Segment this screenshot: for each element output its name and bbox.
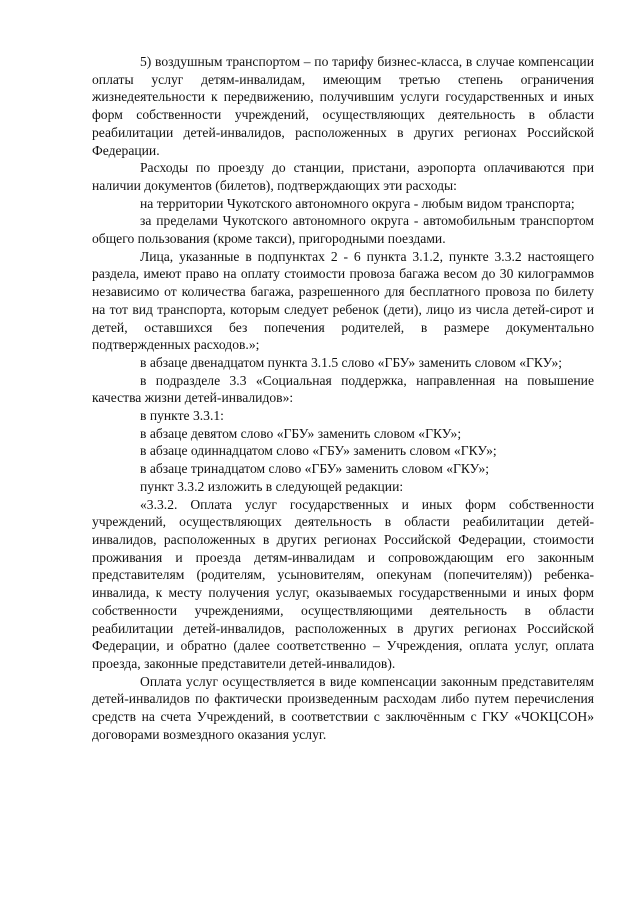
document-page [92,53,594,743]
paragraph-within-okrug: на территории Чукотского автономного округа - любым видом транспорта; [140,195,575,211]
paragraph-amend-ninth: в абзаце девятом слово «ГБУ» заменить словом «ГКУ»; [140,425,462,441]
paragraph-amend-thirteenth: в абзаце тринадцатом слово «ГБУ» заменить словом «ГКУ»; [140,461,490,477]
paragraph-item-3-3-2-text: «3.3.2. Оплата услуг государственных и иных форм собственности учреждений, осуществляющих деятельность в области реабилитации детей-инвалидов, расположенных в других регионах Российской Федерации, стоимости проживания и проезда детям-инвалидам и сопровождающим его законным представителям (родителям, усыновителям, опекунам (попечителям)) ребенка-инвалида, к месту получения услуг, оказываемых государственными и иных форм собственности учреждениями, осуществляющими деятельность в области реабилитации детей-инвалидов, расположенных в других регионах Российской Федерации, и обратно (далее соответственно – Учреждения, оплата услуг, оплата проезда, законные представители детей-инвалидов). [92,496,594,671]
paragraph-travel-expenses: Расходы по проезду до станции, пристани, аэропорта оплачиваются при наличии документов (билетов), подтверждающих эти расходы: [92,160,594,193]
paragraph-subsection-3-3: в подразделе 3.3 «Социальная поддержка, направленная на повышение качества жизни детей-инвалидов»: [92,372,594,406]
paragraph-item-3-3-2-intro: пункт 3.3.2 изложить в следующей редакции: [140,478,404,494]
paragraph-payment-method: Оплата услуг осуществляется в виде компенсации законным представителям детей-инвалидов по фактически произведенным расходам либо путем перечисления средств на счета Учреждений, в соответствии с заключённым с ГКУ «ЧОКЦСОН» договорами возмездного оказания услуг. [92,673,594,742]
paragraph-air-transport: 5) воздушным транспортом – по тарифу бизнес-класса, в случае компенсации оплаты услуг детям-инвалидам, имеющим третью степень ограничения жизнедеятельности к передвижению, получившим услуги государственных и иных форм собственности учреждений, осуществляющих деятельность в области реабилитации детей-инвалидов, расположенных в других регионах Российской Федерации. [92,54,594,158]
paragraph-baggage: Лица, указанные в подпунктах 2 - 6 пункта 3.1.2, пункте 3.3.2 настоящего раздела, имеют право на оплату стоимости провоза багажа весом до 30 килограммов независимо от количества багажа, разрешенного для бесплатного провоза по билету на тот вид транспорта, которым следует ребенок (дети), лицо из числа детей-сирот и детей, оставшихся без попечения родителей, в размере документально подтвержденных расходов.»; [92,248,594,353]
paragraph-amend-eleventh: в абзаце одиннадцатом слово «ГБУ» заменить словом «ГКУ»; [140,443,497,459]
paragraph-item-3-3-1: в пункте 3.3.1: [140,408,224,424]
paragraph-amend-3-1-5: в абзаце двенадцатом пункта 3.1.5 слово «ГБУ» заменить словом «ГКУ»; [140,354,563,370]
paragraph-outside-okrug: за пределами Чукотского автономного округа - автомобильным транспортом общего пользования (кроме такси), пригородными поездами. [92,213,594,247]
